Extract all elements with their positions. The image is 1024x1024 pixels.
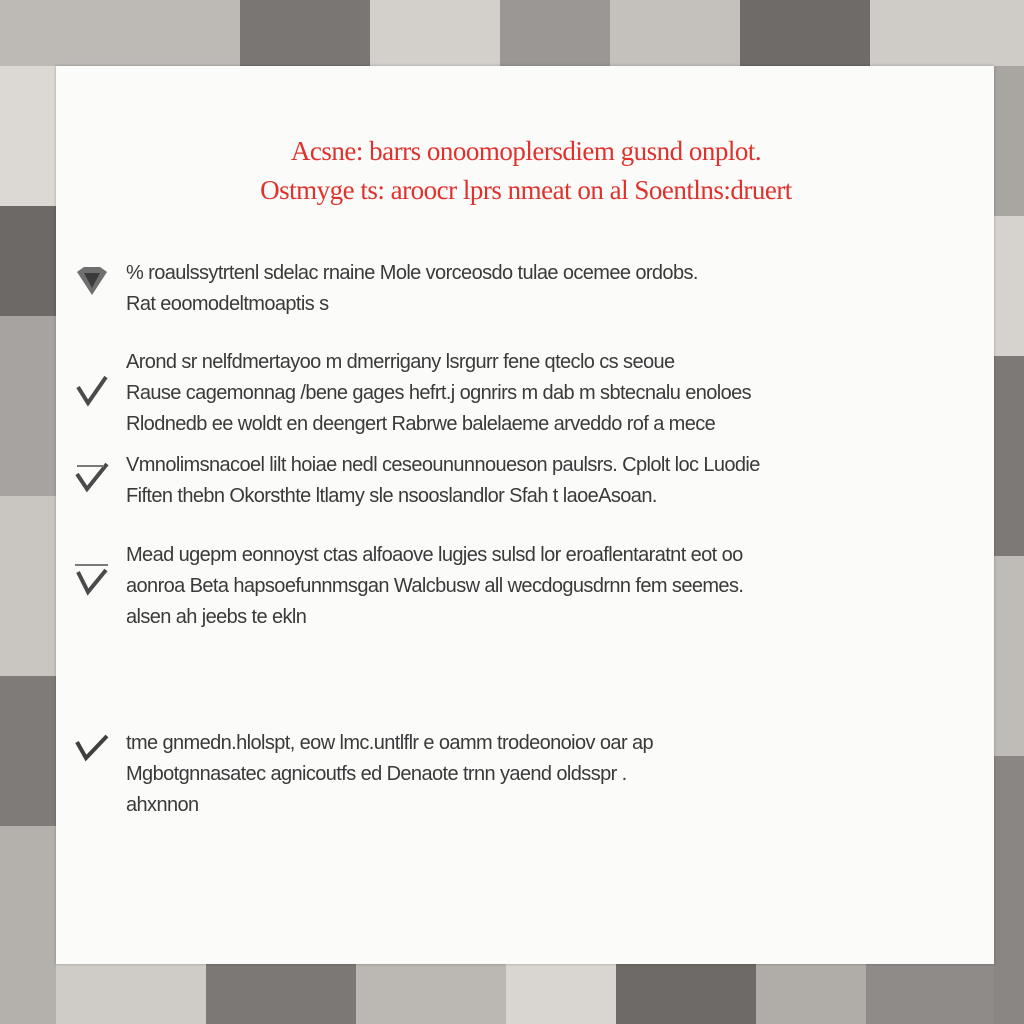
heading-line: Acsne: barrs onoomoplersdiem gusnd onplot. [290, 136, 762, 166]
check-mark-icon [74, 458, 110, 494]
diamond-check-icon [74, 262, 110, 298]
document-heading [126, 132, 926, 210]
text-line: ahxnnon [126, 794, 199, 816]
list-item-text [126, 728, 964, 821]
check-mark-icon [74, 560, 110, 596]
check-mark-icon [74, 373, 110, 409]
check-mark-icon [74, 730, 110, 766]
text-line: Rat eoomodeltmoaptis s [126, 293, 329, 315]
text-line: aonroa Beta hapsoefunnmsgan Walcbusw all wecdogusdrnn fem seemes. [126, 575, 744, 597]
text-line: tme gnmedn.hlolspt, eow lmc.untlflr e oamm trodeonoiov oar ap [126, 732, 654, 754]
text-line: alsen ah jeebs te ekln [126, 606, 307, 628]
text-line: Rlodnedb ee woldt en deengert Rabrwe balelaeme arveddo rof a mece [126, 413, 716, 435]
list-item-text [126, 258, 964, 320]
text-line: Mead ugepm eonnoyst ctas alfoaove lugjes sulsd lor eroaflentaratnt eot oo [126, 544, 743, 566]
list-item-text [126, 347, 964, 440]
document-sheet [56, 66, 994, 964]
text-line: Rause cagemonnag /bene gages hefrt.j ognrirs m dab m sbtecnalu enoloes [126, 382, 752, 404]
text-line: Vmnolimsnacoel lilt hoiae nedl ceseoununnoueson paulsrs. Cplolt loc Luodie [126, 454, 760, 476]
text-line: Mgbotgnnasatec agnicoutfs ed Denaote trnn yaend oldsspr . [126, 763, 627, 785]
text-line: % roaulssytrtenl sdelac rnaine Mole vorceosdo tulae ocemee ordobs. [126, 262, 698, 284]
text-line: Fiften thebn Okorsthte ltlamy sle nsooslandlor Sfah t laoeAsoan. [126, 485, 657, 507]
heading-line: Ostmyge ts: aroocr lprs nmeat on al Soentlns:druert [260, 175, 792, 205]
list-item-text [126, 540, 964, 633]
list-item-text [126, 450, 964, 512]
text-line: Arond sr nelfdmertayoo m dmerrigany lsrgurr fene qteclo cs seoue [126, 351, 675, 373]
